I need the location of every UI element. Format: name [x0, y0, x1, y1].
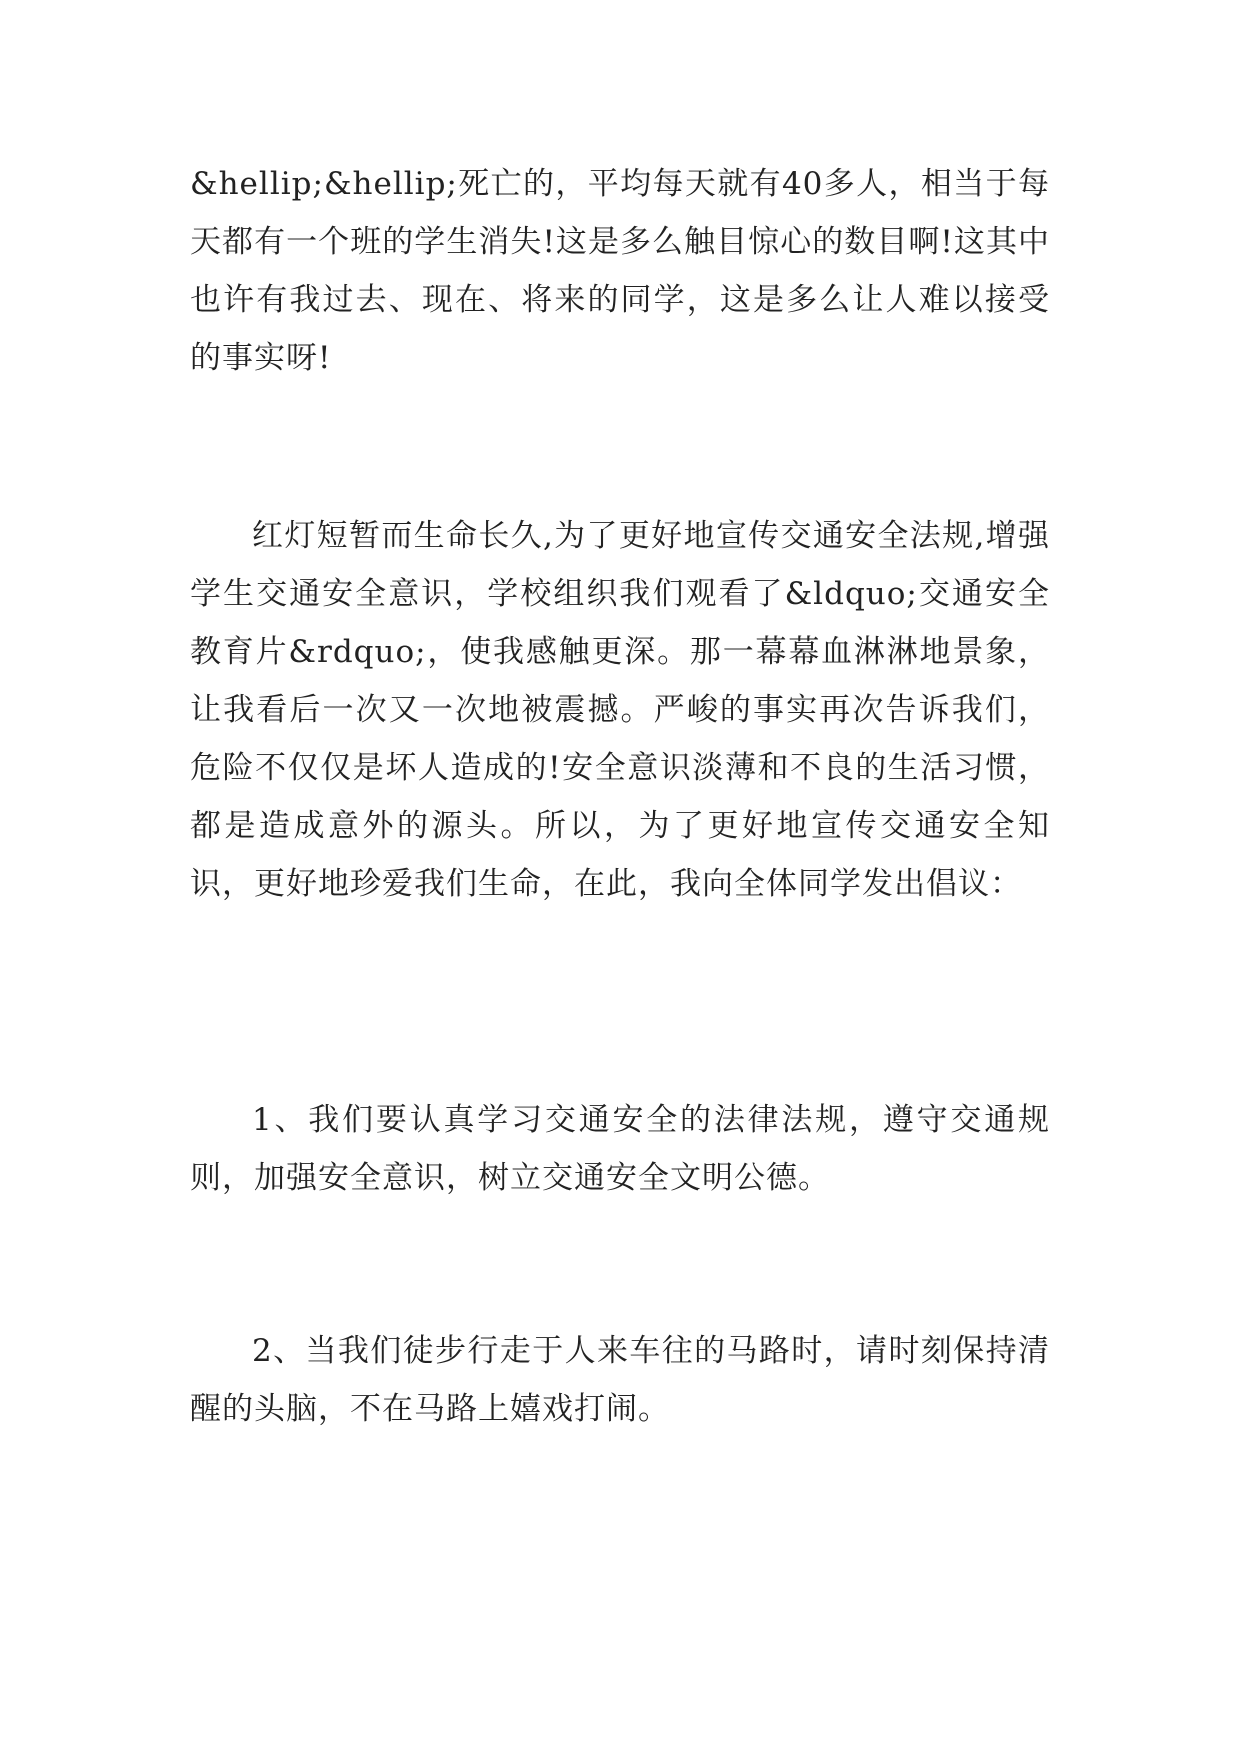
- paragraph-statistics: &hellip;&hellip;死亡的，平均每天就有40多人，相当于每天都有一个班的学生消失!这是多么触目惊心的数目啊!这其中也许有我过去、现在、将来的同学，这是多么让人难以接受的事实呀!: [190, 166, 1050, 376]
- paragraph-point-1: 1、我们要认真学习交通安全的法律法规，遵守交通规则，加强安全意识，树立交通安全文明公德。: [190, 1102, 1050, 1196]
- paragraph-initiative-intro: 红灯短暂而生命长久,为了更好地宣传交通安全法规,增强学生交通安全意识，学校组织我们观看了&ldquo;交通安全教育片&rdquo;，使我感触更深。那一幕幕血淋淋地景象，让我看后一次又一次地被震撼。严峻的事实再次告诉我们，危险不仅仅是坏人造成的!安全意识淡薄和不良的生活习惯，都是造成意外的源头。所以，为了更好地宣传交通安全知识，更好地珍爱我们生命，在此，我向全体同学发出倡议：: [190, 518, 1050, 902]
- paragraph-point-2: 2、当我们徒步行走于人来车往的马路时，请时刻保持清醒的头脑，不在马路上嬉戏打闹。: [190, 1333, 1050, 1427]
